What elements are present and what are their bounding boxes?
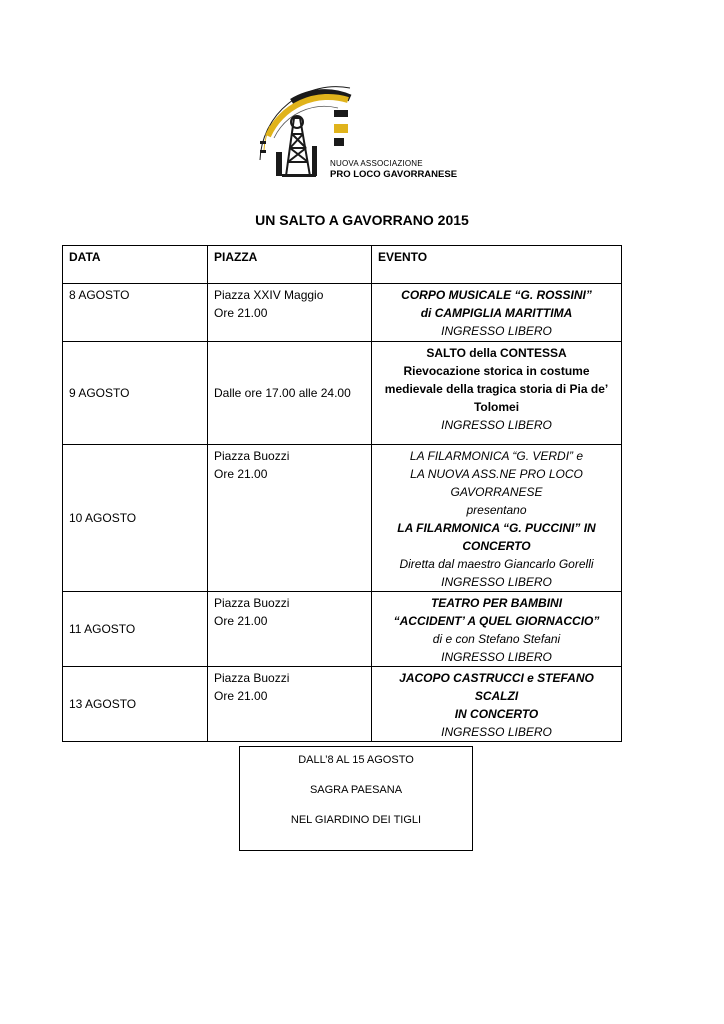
table-row (63, 592, 622, 667)
cell-data: 9 AGOSTO (63, 342, 208, 445)
evento-line: presentano (466, 503, 527, 517)
cell-piazza (208, 592, 372, 667)
cell-piazza (208, 342, 372, 445)
evento-line: INGRESSO LIBERO (441, 725, 552, 739)
cell-piazza (208, 284, 372, 342)
evento-line: INGRESSO LIBERO (441, 324, 552, 338)
cell-piazza (208, 667, 372, 742)
evento-line: LA NUOVA ASS.NE PRO LOCO (410, 467, 583, 481)
cell-data: 13 AGOSTO (63, 667, 208, 742)
table-row (63, 342, 622, 445)
evento-line: IN CONCERTO (454, 707, 539, 721)
piazza-line: Ore 21.00 (214, 689, 268, 703)
header-evento: EVENTO (372, 246, 622, 284)
piazza-line: Piazza Buozzi (214, 671, 290, 685)
evento-line: INGRESSO LIBERO (441, 418, 552, 432)
logo-line1: NUOVA ASSOCIAZIONE (330, 159, 423, 168)
logo-line2: PRO LOCO GAVORRANESE (330, 169, 458, 180)
cell-data: 8 AGOSTO (63, 284, 208, 342)
evento-line: di e con Stefano Stefani (432, 632, 561, 646)
evento-line: INGRESSO LIBERO (441, 650, 552, 664)
piazza-line: Dalle ore 17.00 alle 24.00 (214, 386, 351, 400)
cell-evento (372, 667, 622, 742)
evento-line: INGRESSO LIBERO (441, 575, 552, 589)
table-row (63, 284, 622, 342)
table-header-row (63, 246, 622, 284)
cell-evento (372, 342, 622, 445)
piazza-line: Piazza Buozzi (214, 449, 290, 463)
cell-piazza (208, 445, 372, 592)
notice-line-dates: DALL’8 AL 15 AGOSTO (298, 754, 414, 766)
evento-line: “ACCIDENT’ A QUEL GIORNACCIO” (393, 614, 600, 628)
piazza-line: Ore 21.00 (214, 614, 268, 628)
evento-line: LA FILARMONICA “G. VERDI” e (409, 449, 584, 463)
cell-evento (372, 592, 622, 667)
piazza-line: Ore 21.00 (214, 306, 268, 320)
header-data: DATA (63, 246, 208, 284)
events-table (62, 245, 622, 742)
piazza-line: Piazza Buozzi (214, 596, 290, 610)
cell-data: 11 AGOSTO (63, 592, 208, 667)
page-title: UN SALTO A GAVORRANO 2015 (255, 212, 469, 228)
notice-line-place: NEL GIARDINO DEI TIGLI (290, 814, 422, 826)
table-row (63, 667, 622, 742)
cell-data: 10 AGOSTO (63, 445, 208, 592)
evento-line: CORPO MUSICALE “G. ROSSINI” (401, 288, 592, 302)
evento-line: LA FILARMONICA “G. PUCCINI” IN CONCERTO (397, 521, 596, 553)
evento-line: TEATRO PER BAMBINI (430, 596, 563, 610)
evento-line: JACOPO CASTRUCCI e STEFANO SCALZI (399, 671, 594, 703)
evento-line: Rievocazione storica in costume medievale della tragica storia di Pia de’ Tolomei (384, 364, 609, 414)
piazza-line: Ore 21.00 (214, 467, 268, 481)
header-piazza: PIAZZA (208, 246, 372, 284)
sagra-notice-box (239, 746, 473, 851)
cell-evento (372, 284, 622, 342)
evento-line: SALTO della CONTESSA (426, 346, 567, 360)
notice-line-event: SAGRA PAESANA (309, 784, 403, 796)
evento-line: GAVORRANESE (450, 485, 543, 499)
table-row (63, 445, 622, 592)
evento-line: Diretta dal maestro Giancarlo Gorelli (399, 557, 594, 571)
cell-evento (372, 445, 622, 592)
evento-line: di CAMPIGLIA MARITTIMA (420, 306, 573, 320)
piazza-line: Piazza XXIV Maggio (214, 288, 324, 302)
